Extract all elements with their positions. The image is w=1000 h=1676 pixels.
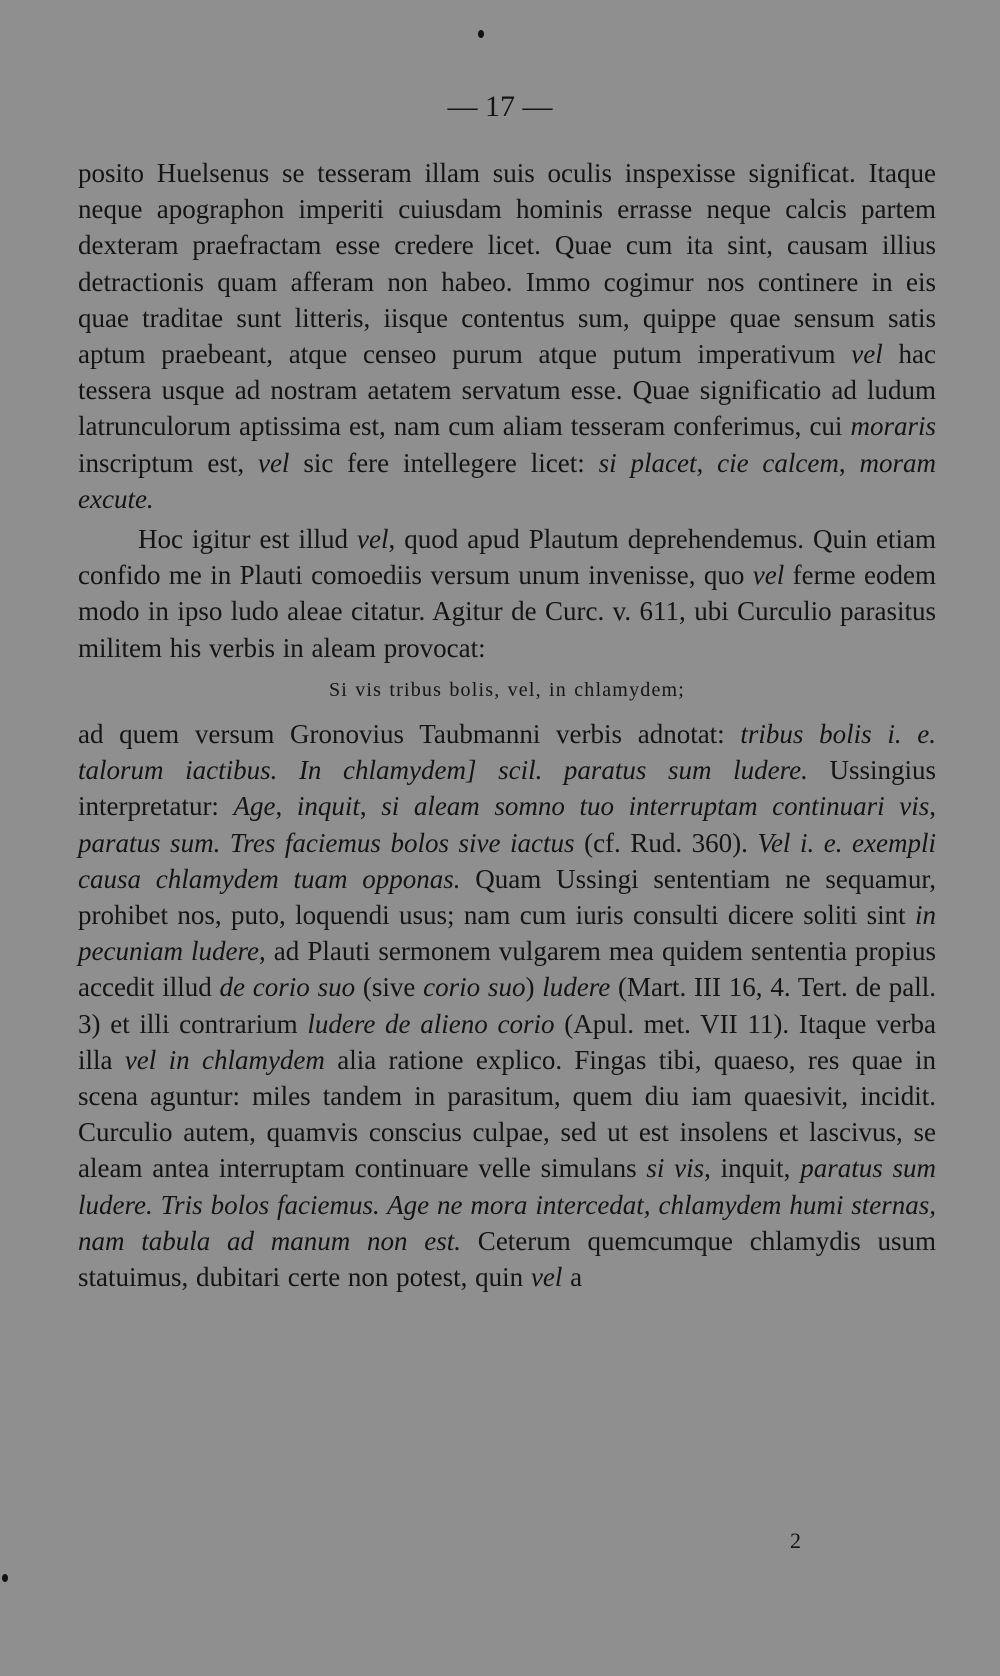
- italic-run: si placet: [598, 447, 697, 478]
- text-run: ,: [275, 791, 297, 822]
- italic-run: de corio suo: [219, 972, 356, 1003]
- speck-mark: [2, 1574, 8, 1582]
- italic-run: Vel i. e. exempli causa chlamydem tuam opponas.: [78, 827, 936, 894]
- italic-run: vel: [752, 560, 785, 591]
- text-run: Ussingius interpretatur:: [78, 755, 936, 822]
- signature-mark: 2: [790, 1528, 801, 1553]
- text-run: alia ratione explico. Fingas tibi, quaeso, res quae in scena aguntur: miles tandem in parasitum, quem diu iam quaesivit, incidit. Curculio autem, quamvis conscius culpae, sed ut est insolens et lascivus, se aleam antea interruptam continuare velle simulans: [78, 1044, 937, 1184]
- speck-mark: [478, 30, 484, 38]
- text-run: inscriptum est,: [78, 447, 258, 478]
- italic-run: Age: [233, 791, 276, 822]
- body-text: [78, 155, 936, 1295]
- text-run: ,: [696, 447, 718, 478]
- text-run: (Apul. met. VII 11). Itaque verba illa: [78, 1008, 936, 1075]
- italic-run: moram excute.: [78, 447, 937, 514]
- text-run: ): [525, 972, 543, 1003]
- italic-run: ludere: [542, 972, 611, 1003]
- text-run: (Mart. III 16, 4. Tert. de pall. 3) et illi contrarium: [78, 972, 937, 1039]
- italic-run: paratus sum. Tres faciemus bolos sive iactus: [78, 827, 575, 858]
- italic-run: vel in chlamydem: [124, 1044, 325, 1075]
- text-run: (sive: [355, 972, 424, 1003]
- text-run: ad quem versum Gronovius Taubmanni verbis adnotat:: [78, 719, 741, 750]
- text-run: ,: [359, 791, 382, 822]
- text-run: sic fere intellegere licet:: [289, 447, 599, 478]
- text-run: , inquit,: [704, 1153, 801, 1184]
- italic-run: si aleam somno tuo interruptam continuari vis: [381, 791, 930, 822]
- text-run: ,: [929, 791, 937, 822]
- text-run: hac tessera usque ad nostram aetatem servatum esse. Quae significatio ad ludum latrunculorum aptissima est, nam cum aliam tesseram conferimus, cui: [78, 339, 936, 442]
- text-run: , quod apud Plautum deprehendemus. Quin etiam confido me in Plauti comoediis versum unum invenisse, quo: [78, 524, 936, 591]
- italic-run: in pecuniam ludere: [78, 900, 936, 967]
- paragraph-2: [78, 521, 936, 666]
- italic-run: moraris: [850, 411, 936, 442]
- text-run: (cf. Rud. 360).: [574, 827, 758, 858]
- italic-run: paratus sum ludere. Tris bolos faciemus. Age ne mora intercedat, chlamydem humi sternas, nam tabula ad manum non est.: [78, 1153, 936, 1256]
- text-run: Quam Ussingi sententiam ne sequamur, prohibet nos, puto, loquendi usus; nam cum iuris consulti dicere soliti sint: [78, 863, 936, 931]
- text-run: , ad Plauti sermonem vulgarem mea quidem sententia propius accedit illud: [78, 936, 936, 1003]
- italic-run: vel: [530, 1262, 563, 1293]
- italic-run: inquit: [296, 791, 360, 822]
- text-run: Ceterum quemcumque chlamydis usum statuimus, dubitari certe non potest, quin: [78, 1225, 936, 1293]
- text-run: Hoc igitur est illud: [138, 524, 358, 555]
- italic-run: corio suo: [423, 972, 526, 1003]
- italic-run: vel: [357, 524, 389, 555]
- text-run: ,: [838, 447, 860, 478]
- italic-run: tribus bolis i. e. talorum iactibus. In chlamydem] scil. paratus sum ludere.: [78, 719, 936, 786]
- italic-run: vel: [257, 447, 290, 478]
- text-run: posito Huelsenus se tesseram illam suis oculis inspexisse significat. Itaque neque apographon imperiti cuiusdam hominis errasse neque calcis partem dexteram praefractam esse credere licet. Quae cum ita sint, causam illius detractionis quam afferam non habeo. Immo cogimur nos continere in eis quae traditae sunt litteris, iisque contentus sum, quippe quae sensum satis aptum praebeant, atque censeo purum atque putum imperativum: [78, 158, 936, 370]
- page-number: — 17 —: [447, 90, 553, 123]
- verse-quote: Si vis tribus bolis, vel, in chlamydem;: [328, 678, 686, 701]
- italic-run: ludere de alieno corio: [307, 1008, 555, 1039]
- text-run: ferme eodem modo in ipso ludo aleae citatur. Agitur de Curc. v. 611, ubi Curculio parasitus militem his verbis in aleam provocat:: [78, 560, 937, 663]
- italic-run: si vis: [646, 1153, 705, 1184]
- text-run: a: [562, 1262, 583, 1293]
- italic-run: cie calcem: [717, 447, 839, 478]
- italic-run: vel: [851, 339, 883, 370]
- paragraph-1: [78, 155, 936, 517]
- paragraph-3: [78, 716, 936, 1295]
